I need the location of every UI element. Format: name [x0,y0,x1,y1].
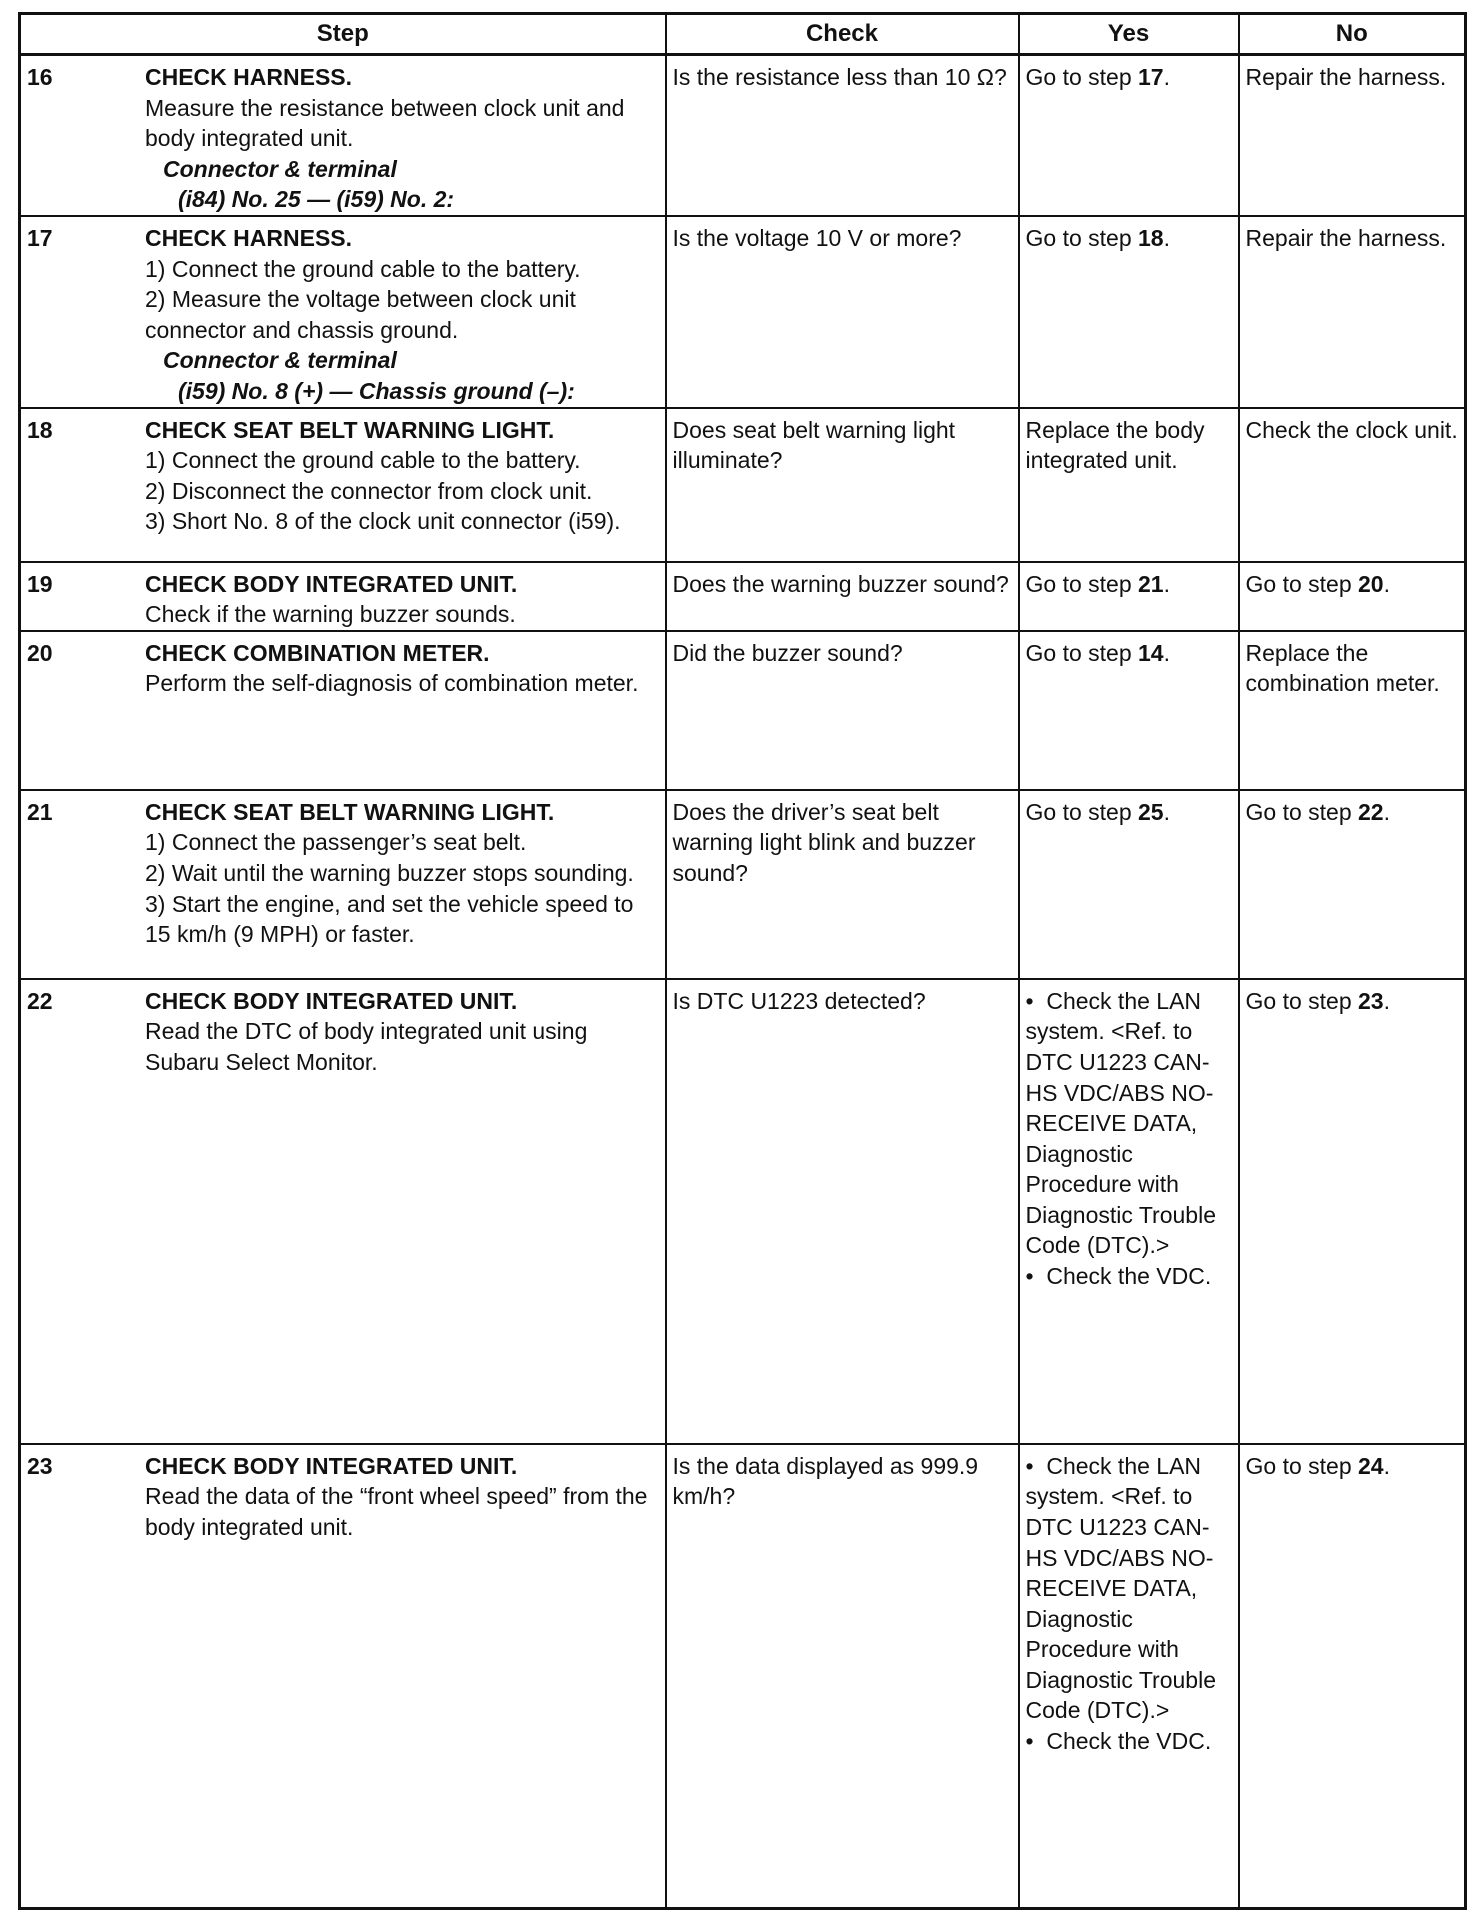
yes-action [1020,217,1238,254]
goto-punct: . [1383,798,1390,825]
check-question: Does the warning buzzer sound? [672,570,1009,597]
step-content [21,56,665,215]
table-row [20,790,1466,979]
step-content [21,409,665,537]
step-cell [20,562,666,631]
no-action: Replace the combination meter. [1245,639,1440,697]
step-body [145,986,659,1078]
goto-punct: . [1163,224,1170,251]
step-title: CHECK BODY INTEGRATED UNIT. [145,1452,518,1479]
step-instruction: Read the data of the “front wheel speed” from the body integrated unit. [145,1483,648,1540]
connector-terminal: (i59) No. 8 (+) — Chassis ground (–): [178,377,575,404]
step-title: CHECK HARNESS. [145,64,353,90]
goto-punct: . [1383,570,1390,597]
check-question: Is the voltage 10 V or more? [672,224,962,251]
step-content [21,563,665,630]
check-cell [666,790,1019,979]
step-number: 18 [27,416,53,443]
yes-action [1020,632,1238,669]
step-body [145,223,659,407]
no-action: Check the clock unit. [1245,416,1458,443]
no-action: Repair the harness. [1245,224,1447,251]
yes-action: Replace the body integrated unit. [1025,416,1205,474]
yes-cell [1019,790,1239,979]
step-title: CHECK BODY INTEGRATED UNIT. [145,987,518,1014]
step-number: 16 [27,64,53,90]
goto-punct: . [1163,64,1170,90]
goto-punct: . [1383,1452,1390,1479]
check-cell [666,408,1019,562]
yes-action [1020,980,1238,1292]
check-cell [666,979,1019,1444]
goto-punct: . [1163,570,1170,597]
no-cell [1239,55,1466,216]
step-body [145,62,659,215]
goto-text: Go to step [1245,570,1359,597]
step-cell [20,216,666,408]
goto-step-number: 20 [1358,570,1384,597]
no-cell [1239,1444,1466,1909]
yes-cell [1019,979,1239,1444]
no-action [1240,980,1465,1017]
goto-text: Go to step [1025,639,1139,666]
step-content [21,1445,665,1543]
goto-step-number: 14 [1138,639,1164,666]
table-row [20,1444,1466,1909]
step-cell [20,790,666,979]
step-title: CHECK BODY INTEGRATED UNIT. [145,570,518,597]
no-cell [1239,408,1466,562]
header-check: Check [666,14,1019,55]
step-number: 23 [27,1452,53,1479]
connector-label: Connector & terminal [163,347,397,374]
no-action: Repair the harness. [1245,64,1447,90]
check-question: Does seat belt warning light illuminate? [672,416,956,474]
step-cell [20,55,666,216]
goto-step-number: 24 [1358,1452,1384,1479]
goto-text: Go to step [1245,987,1359,1014]
step-title: CHECK HARNESS. [145,224,353,251]
step-body [145,569,659,630]
check-question: Is the resistance less than 10 Ω? [672,64,1007,90]
step-number: 19 [27,570,53,597]
goto-step-number: 22 [1358,798,1384,825]
header-no: No [1239,14,1466,55]
connector-terminal: (i84) No. 25 — (i59) No. 2: [178,186,455,213]
step-title: CHECK COMBINATION METER. [145,639,490,666]
check-question: Is DTC U1223 detected? [672,987,926,1014]
step-content [21,980,665,1078]
no-cell [1239,631,1466,790]
step-instruction: 1) Connect the ground cable to the battery. [145,447,581,474]
goto-text: Go to step [1025,64,1139,90]
step-instruction: Read the DTC of body integrated unit using Subaru Select Monitor. [145,1018,588,1075]
yes-cell [1019,631,1239,790]
bullet-item: • Check the LAN system. <Ref. to DTC U1223 CAN-HS VDC/ABS NO-RECEIVE DATA, Diagnostic Procedure with Diagnostic Trouble Code (DTC).> [1026,1451,1232,1726]
check-question: Is the data displayed as 999.9 km/h? [672,1452,979,1510]
no-action [1240,563,1465,600]
step-instruction: 2) Disconnect the connector from clock unit. [145,477,593,504]
table-row [20,631,1466,790]
check-cell [666,562,1019,631]
step-number: 20 [27,639,53,666]
bullet-item: • Check the VDC. [1026,1726,1232,1757]
header-yes: Yes [1019,14,1239,55]
step-instruction: Check if the warning buzzer sounds. [145,601,516,628]
step-instruction: Perform the self-diagnosis of combination meter. [145,670,639,697]
diagnostic-table [18,12,1467,1910]
step-number: 17 [27,224,53,251]
yes-action [1020,563,1238,600]
yes-cell [1019,408,1239,562]
no-cell [1239,216,1466,408]
goto-step-number: 21 [1138,570,1164,597]
step-title: CHECK SEAT BELT WARNING LIGHT. [145,416,555,443]
goto-step-number: 23 [1358,987,1384,1014]
goto-punct: . [1383,987,1390,1014]
yes-cell [1019,55,1239,216]
step-instruction: 1) Connect the ground cable to the battery. [145,255,581,282]
step-instruction: 2) Measure the voltage between clock unit connector and chassis ground. [145,286,576,343]
step-body [145,638,659,699]
step-cell [20,1444,666,1909]
goto-text: Go to step [1245,1452,1359,1479]
goto-step-number: 18 [1138,224,1164,251]
goto-punct: . [1163,798,1170,825]
yes-action [1020,1445,1238,1757]
table-row [20,979,1466,1444]
table-row [20,408,1466,562]
check-cell [666,1444,1019,1909]
step-content [21,632,665,699]
goto-text: Go to step [1025,798,1139,825]
step-body [145,415,659,537]
table-row [20,55,1466,216]
no-cell [1239,562,1466,631]
goto-text: Go to step [1025,224,1139,251]
no-action [1240,791,1465,828]
step-content [21,217,665,407]
no-cell [1239,790,1466,979]
goto-text: Go to step [1025,570,1139,597]
table-row [20,562,1466,631]
goto-step-number: 25 [1138,798,1164,825]
table-row [20,216,1466,408]
yes-cell [1019,1444,1239,1909]
connector-label: Connector & terminal [163,155,397,182]
table-body [20,55,1466,1909]
goto-punct: . [1163,639,1170,666]
yes-cell [1019,216,1239,408]
step-instruction: 2) Wait until the warning buzzer stops sounding. [145,859,634,886]
step-title: CHECK SEAT BELT WARNING LIGHT. [145,798,555,825]
step-number: 21 [27,798,53,825]
step-cell [20,408,666,562]
check-cell [666,55,1019,216]
step-body [145,797,659,950]
goto-step-number: 17 [1138,64,1164,90]
step-cell [20,979,666,1444]
goto-text: Go to step [1245,798,1359,825]
check-cell [666,631,1019,790]
yes-cell [1019,562,1239,631]
step-cell [20,631,666,790]
step-instruction: 1) Connect the passenger’s seat belt. [145,829,527,856]
step-content [21,791,665,950]
step-number: 22 [27,987,53,1014]
header-row [20,14,1466,55]
yes-action [1020,791,1238,828]
check-cell [666,216,1019,408]
yes-action [1020,56,1238,93]
step-instruction: 3) Start the engine, and set the vehicle speed to 15 km/h (9 MPH) or faster. [145,890,634,948]
no-cell [1239,979,1466,1444]
check-question: Does the driver’s seat belt warning light blink and buzzer sound? [672,798,976,886]
step-body [145,1451,659,1543]
step-instruction: 3) Short No. 8 of the clock unit connector (i59). [145,508,621,535]
check-question: Did the buzzer sound? [672,639,903,666]
step-instruction: Measure the resistance between clock unit and body integrated unit. [145,94,625,152]
no-action [1240,1445,1465,1482]
bullet-item: • Check the VDC. [1026,1261,1232,1292]
bullet-item: • Check the LAN system. <Ref. to DTC U1223 CAN-HS VDC/ABS NO-RECEIVE DATA, Diagnostic Procedure with Diagnostic Trouble Code (DTC).> [1026,986,1232,1261]
header-step: Step [20,14,666,55]
